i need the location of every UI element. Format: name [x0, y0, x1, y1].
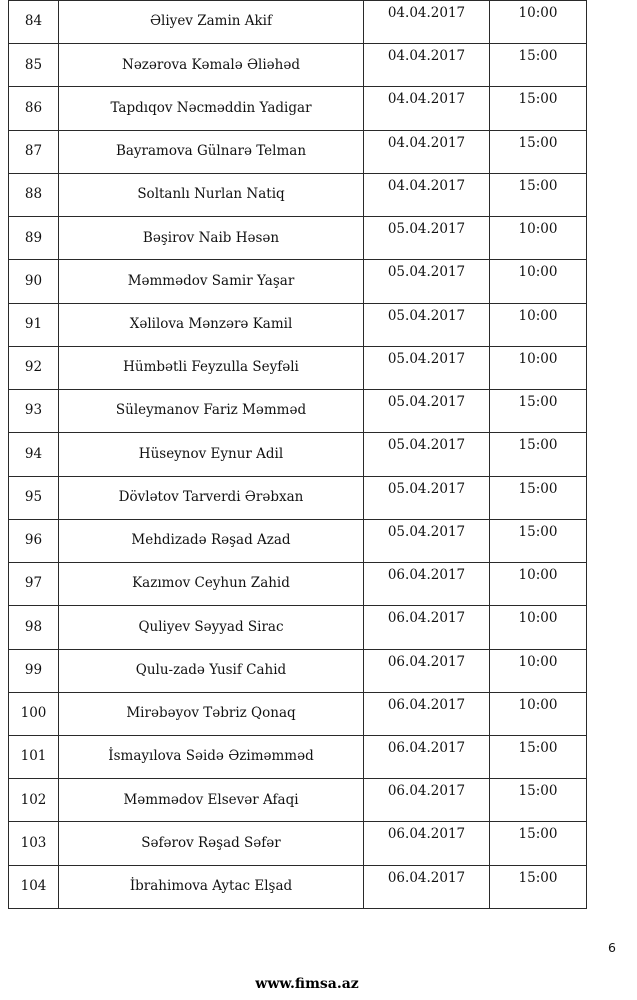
table-row [9, 87, 587, 130]
cell-number: 96 [9, 519, 59, 562]
cell-time: 10:00 [490, 346, 587, 389]
cell-name: Quliyev Səyyad Sirac [59, 606, 364, 649]
cell-number: 86 [9, 87, 59, 130]
cell-time: 15:00 [490, 44, 587, 87]
cell-number: 84 [9, 1, 59, 44]
cell-date: 06.04.2017 [364, 779, 490, 822]
table-row [9, 346, 587, 389]
cell-time: 15:00 [490, 390, 587, 433]
cell-time: 10:00 [490, 649, 587, 692]
cell-name: Əliyev Zamin Akif [59, 1, 364, 44]
cell-date: 04.04.2017 [364, 44, 490, 87]
cell-name: Hümbətli Feyzulla Seyfəli [59, 346, 364, 389]
table-row [9, 173, 587, 216]
table-row [9, 692, 587, 735]
table-row [9, 865, 587, 908]
cell-date: 05.04.2017 [364, 303, 490, 346]
cell-time: 15:00 [490, 519, 587, 562]
cell-time: 15:00 [490, 173, 587, 216]
cell-date: 06.04.2017 [364, 822, 490, 865]
table-row [9, 563, 587, 606]
table-row [9, 44, 587, 87]
cell-time: 15:00 [490, 433, 587, 476]
cell-name: Kazımov Ceyhun Zahid [59, 563, 364, 606]
cell-number: 90 [9, 260, 59, 303]
cell-name: Qulu-zadə Yusif Cahid [59, 649, 364, 692]
cell-date: 06.04.2017 [364, 606, 490, 649]
cell-date: 06.04.2017 [364, 563, 490, 606]
cell-number: 88 [9, 173, 59, 216]
cell-date: 04.04.2017 [364, 1, 490, 44]
cell-date: 05.04.2017 [364, 346, 490, 389]
cell-number: 91 [9, 303, 59, 346]
cell-number: 89 [9, 217, 59, 260]
cell-number: 104 [9, 865, 59, 908]
cell-time: 10:00 [490, 1, 587, 44]
table-row [9, 649, 587, 692]
cell-date: 04.04.2017 [364, 173, 490, 216]
table-row [9, 1, 587, 44]
cell-name: Məmmədov Elsevər Afaqi [59, 779, 364, 822]
cell-name: İbrahimova Aytac Elşad [59, 865, 364, 908]
cell-number: 99 [9, 649, 59, 692]
table-row [9, 303, 587, 346]
table-row [9, 822, 587, 865]
cell-date: 06.04.2017 [364, 692, 490, 735]
cell-time: 15:00 [490, 87, 587, 130]
table-row [9, 779, 587, 822]
page-number: 6 [608, 940, 616, 955]
cell-name: Səfərov Rəşad Səfər [59, 822, 364, 865]
schedule-table [8, 0, 587, 909]
cell-name: İsmayılova Səidə Əziməmməd [59, 735, 364, 778]
table-row [9, 130, 587, 173]
cell-name: Məmmədov Samir Yaşar [59, 260, 364, 303]
cell-date: 06.04.2017 [364, 649, 490, 692]
cell-number: 95 [9, 476, 59, 519]
cell-number: 103 [9, 822, 59, 865]
cell-number: 101 [9, 735, 59, 778]
cell-name: Mehdizadə Rəşad Azad [59, 519, 364, 562]
footer-url: www.fimsa.az [255, 976, 359, 992]
cell-name: Bayramova Gülnarə Telman [59, 130, 364, 173]
cell-time: 10:00 [490, 217, 587, 260]
schedule-table-body [9, 1, 587, 909]
cell-time: 15:00 [490, 735, 587, 778]
cell-name: Nəzərova Kəmalə Əliəhəd [59, 44, 364, 87]
cell-date: 04.04.2017 [364, 87, 490, 130]
cell-date: 04.04.2017 [364, 130, 490, 173]
cell-name: Süleymanov Fariz Məmməd [59, 390, 364, 433]
table-row [9, 519, 587, 562]
cell-date: 05.04.2017 [364, 476, 490, 519]
cell-time: 15:00 [490, 779, 587, 822]
cell-time: 10:00 [490, 606, 587, 649]
cell-time: 15:00 [490, 822, 587, 865]
cell-time: 10:00 [490, 303, 587, 346]
cell-name: Tapdıqov Nəcməddin Yadigar [59, 87, 364, 130]
cell-number: 92 [9, 346, 59, 389]
cell-time: 10:00 [490, 692, 587, 735]
table-row [9, 217, 587, 260]
cell-time: 10:00 [490, 260, 587, 303]
cell-date: 06.04.2017 [364, 865, 490, 908]
cell-name: Mirəbəyov Təbriz Qonaq [59, 692, 364, 735]
table-row [9, 606, 587, 649]
cell-date: 06.04.2017 [364, 735, 490, 778]
cell-number: 94 [9, 433, 59, 476]
cell-name: Dövlətov Tarverdi Ərəbxan [59, 476, 364, 519]
table-row [9, 735, 587, 778]
cell-number: 85 [9, 44, 59, 87]
table-row [9, 260, 587, 303]
cell-time: 15:00 [490, 476, 587, 519]
cell-number: 87 [9, 130, 59, 173]
cell-number: 98 [9, 606, 59, 649]
cell-name: Soltanlı Nurlan Natiq [59, 173, 364, 216]
cell-date: 05.04.2017 [364, 217, 490, 260]
cell-number: 100 [9, 692, 59, 735]
cell-date: 05.04.2017 [364, 433, 490, 476]
cell-time: 10:00 [490, 563, 587, 606]
cell-name: Xəlilova Mənzərə Kamil [59, 303, 364, 346]
cell-number: 102 [9, 779, 59, 822]
cell-name: Bəşirov Naib Həsən [59, 217, 364, 260]
cell-time: 15:00 [490, 865, 587, 908]
table-row [9, 390, 587, 433]
cell-date: 05.04.2017 [364, 519, 490, 562]
cell-name: Hüseynov Eynur Adil [59, 433, 364, 476]
table-row [9, 433, 587, 476]
cell-number: 93 [9, 390, 59, 433]
table-row [9, 476, 587, 519]
cell-number: 97 [9, 563, 59, 606]
cell-date: 05.04.2017 [364, 390, 490, 433]
cell-date: 05.04.2017 [364, 260, 490, 303]
cell-time: 15:00 [490, 130, 587, 173]
